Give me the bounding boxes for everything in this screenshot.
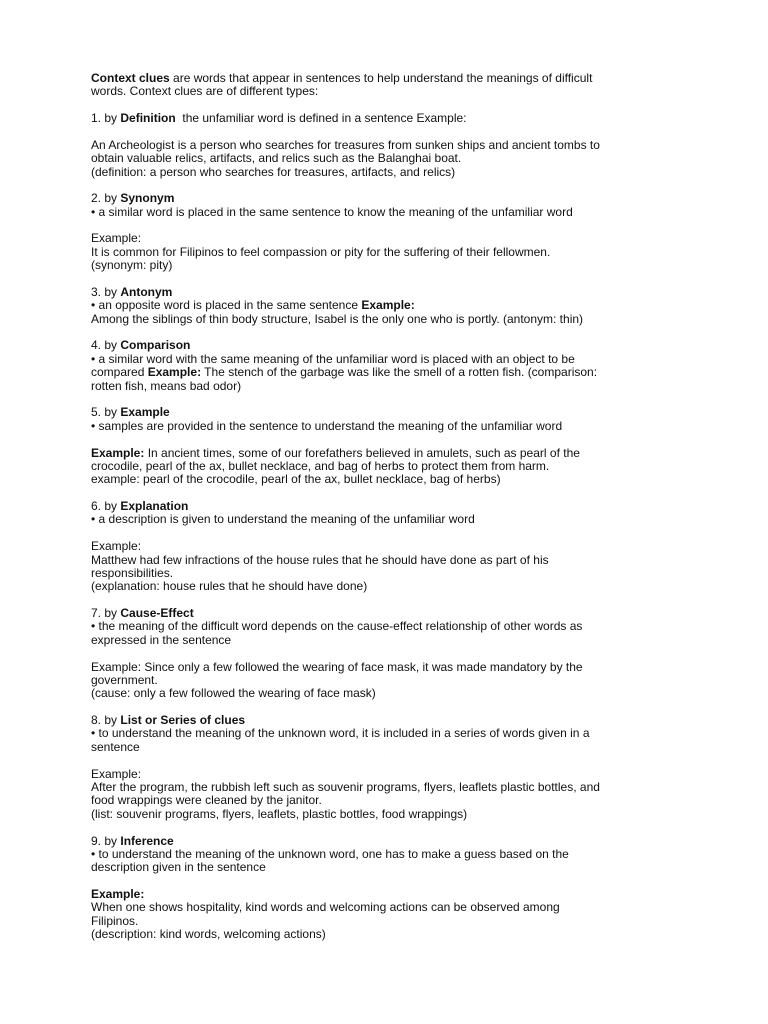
synonym-description: • a similar word is placed in the same sentence to know the meaning of the unfamiliar word [91, 204, 573, 219]
antonym-number: 3. by [91, 284, 121, 299]
explanation-term: Explanation [120, 499, 189, 514]
explanation-example-line-3: (explanation: house rules that he should have done) [91, 579, 368, 594]
antonym-section [91, 286, 691, 326]
document-page [91, 72, 691, 955]
antonym-description: • an opposite word is placed in the same sentence [91, 298, 362, 313]
cause-effect-example [91, 661, 691, 701]
cause-effect-description-line-2: expressed in the sentence [91, 632, 232, 647]
intro-line-2: words. Context clues are of different types: [91, 84, 319, 99]
definition-example [91, 139, 691, 179]
synonym-example-line-1: It is common for Filipinos to feel compassion or pity for the suffering of their fellowmen. [91, 244, 551, 259]
list-series-example-line-3: (list: souvenir programs, flyers, leaflets, plastic bottles, food wrappings) [91, 806, 468, 821]
comparison-number: 4. by [91, 338, 121, 353]
definition-number: 1. by [91, 111, 121, 126]
explanation-example [91, 540, 691, 594]
intro-text: are words that appear in sentences to help understand the meanings of difficult [169, 71, 593, 85]
antonym-example-label: Example: [361, 298, 415, 313]
comparison-description-line-2-start: compared [91, 365, 148, 380]
cause-effect-heading [91, 607, 691, 647]
comparison-term: Comparison [120, 338, 191, 353]
comparison-description-line-1: • a similar word with the same meaning of the unfamiliar word is placed with an object to be [91, 351, 575, 366]
inference-example [91, 888, 691, 942]
synonym-number: 2. by [91, 191, 121, 206]
cause-effect-number: 7. by [91, 606, 121, 621]
comparison-description-line-3: rotten fish, means bad odor) [91, 378, 242, 393]
example-clue-example-line-1: In ancient times, some of our forefathers believed in amulets, such as pearl of the [144, 445, 580, 460]
comparison-section [91, 339, 691, 393]
synonym-term: Synonym [120, 191, 175, 206]
definition-heading [91, 112, 691, 125]
definition-example-line-2: obtain valuable relics, artifacts, and relics such as the Balanghai boat. [91, 151, 462, 166]
explanation-description: • a description is given to understand the meaning of the unfamiliar word [91, 512, 475, 527]
intro-paragraph [91, 72, 691, 99]
inference-description-line-1: • to understand the meaning of the unknown word, one has to make a guess based on the [91, 846, 569, 861]
intro-term: Context clues [91, 71, 170, 85]
list-series-description-line-1: • to understand the meaning of the unknown word, it is included in a series of words given in a [91, 726, 590, 741]
definition-term: Definition [120, 111, 176, 126]
definition-example-line-3: (definition: a person who searches for treasures, artifacts, and relics) [91, 164, 456, 179]
list-series-example-line-2: food wrappings were cleaned by the janitor. [91, 793, 322, 808]
cause-effect-example-line-2: government. [91, 672, 158, 687]
explanation-number: 6. by [91, 499, 121, 514]
example-clue-heading [91, 406, 691, 433]
example-clue-term: Example [120, 405, 170, 420]
inference-heading [91, 835, 691, 875]
synonym-example-line-2: (synonym: pity) [91, 258, 173, 273]
list-series-number: 8. by [91, 713, 121, 728]
comparison-description-line-2-rest: The stench of the garbage was like the smell of a rotten fish. (comparison: [201, 365, 598, 380]
synonym-heading [91, 192, 691, 219]
synonym-example [91, 232, 691, 272]
inference-description-line-2: description given in the sentence [91, 860, 266, 875]
explanation-heading [91, 500, 691, 527]
example-clue-example-line-3: example: pearl of the crocodile, pearl of the ax, bullet necklace, bag of herbs) [91, 472, 501, 487]
antonym-example-line-1: Among the siblings of thin body structure, Isabel is the only one who is portly. (antonym: thin) [91, 311, 584, 326]
explanation-example-line-1: Matthew had few infractions of the house rules that he should have done as part of his [91, 552, 549, 567]
explanation-example-line-2: responsibilities. [91, 565, 174, 580]
comparison-example-label: Example: [147, 365, 202, 380]
inference-number: 9. by [91, 833, 121, 848]
list-series-example [91, 768, 691, 822]
cause-effect-example-line-1: Example: Since only a few followed the wearing of face mask, it was made mandatory by the [91, 659, 583, 674]
list-series-heading [91, 714, 691, 754]
cause-effect-term: Cause-Effect [120, 606, 194, 621]
list-series-example-label: Example: [91, 766, 142, 781]
inference-example-line-2: Filipinos. [91, 913, 139, 928]
inference-example-line-1: When one shows hospitality, kind words and welcoming actions can be observed among [91, 900, 560, 915]
example-clue-example-label: Example: [91, 445, 145, 460]
antonym-term: Antonym [120, 284, 173, 299]
cause-effect-example-line-3: (cause: only a few followed the wearing of face mask) [91, 686, 376, 701]
inference-example-line-3: (description: kind words, welcoming actions) [91, 927, 326, 942]
example-clue-example-line-2: crocodile, pearl of the ax, bullet necklace, and bag of herbs to protect them from harm. [91, 458, 550, 473]
cause-effect-description-line-1: • the meaning of the difficult word depends on the cause-effect relationship of other words as [91, 619, 583, 634]
synonym-example-label: Example: [91, 231, 142, 246]
example-clue-description: • samples are provided in the sentence to understand the meaning of the unfamiliar word [91, 418, 563, 433]
inference-term: Inference [120, 833, 174, 848]
example-clue-example [91, 447, 691, 487]
definition-example-line-1: An Archeologist is a person who searches for treasures from sunken ships and ancient tombs to [91, 137, 600, 152]
inference-example-label: Example: [91, 887, 145, 902]
list-series-description-line-2: sentence [91, 739, 140, 754]
explanation-example-label: Example: [91, 539, 142, 554]
intro-line-1 [91, 72, 691, 85]
list-series-example-line-1: After the program, the rubbish left such as souvenir programs, flyers, leaflets plastic bottles, and [91, 780, 600, 794]
example-clue-number: 5. by [91, 405, 121, 420]
definition-description: the unfamiliar word is defined in a sentence Example: [175, 111, 467, 126]
list-series-term: List or Series of clues [120, 713, 246, 728]
